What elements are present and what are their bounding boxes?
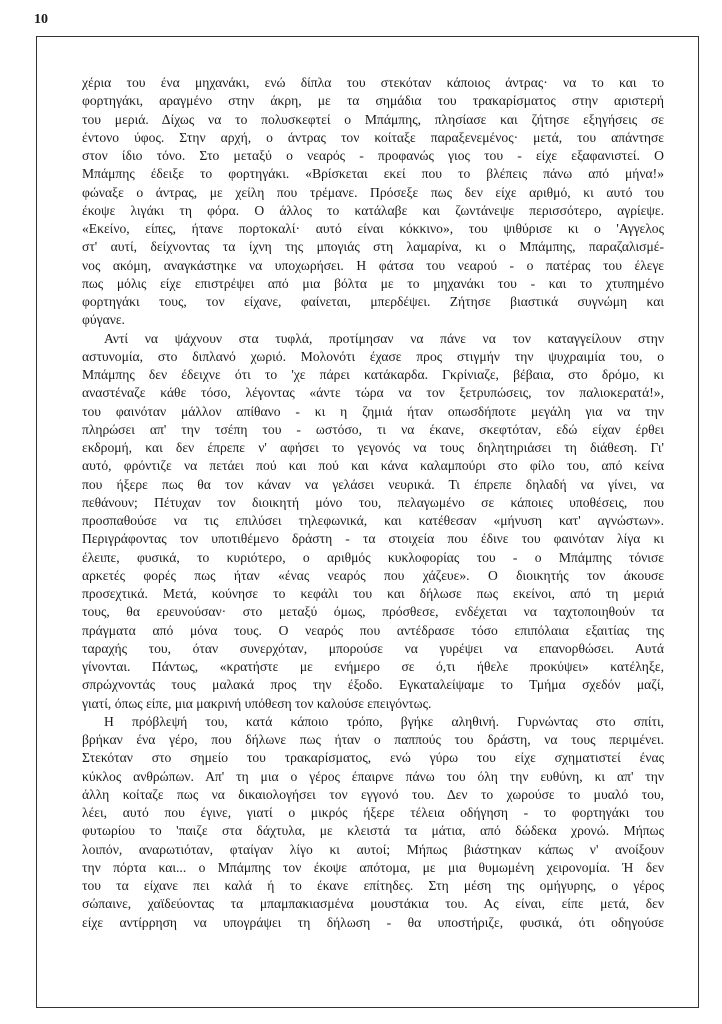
text-line: πεθάνουν; Πέτυχαν τον διοικητή μόνο του, πελαγωμένο σε κάποιες υποθέσεις, που (82, 494, 664, 510)
text-line: φυτωρίου το 'παιζε στα δάχτυλα, με κλειστά τα μάτια, από δώδεκα χρονώ. Μήπως (82, 823, 664, 839)
text-line: έντονο ύφος. Στην αρχή, ο άντρας τον κοίταξε παραξενεμένος· μετά, του απάντησε (82, 129, 664, 145)
paragraph (82, 330, 664, 713)
text-line: εκδρομή, και δεν έπρεπε ν' αφήσει το γεγονός να τους δηλητηριάσει τη διάθεση. Γι' (82, 440, 664, 455)
text-line: πως μόλις είχε επιστρέψει από μια βόλτα με το μηχανάκι του - και το χτυπημένο (82, 275, 664, 291)
paragraph (82, 713, 664, 932)
text-line: φορτηγάκι, αραγμένο στην άκρη, με τα σημάδια του τρακαρίσματος στην αριστερή (82, 93, 664, 109)
text-line: νος ακόμη, αναγκάστηκε να υποχωρήσει. Η φάτσα του νεαρού - ο πατέρας του έλεγε (82, 257, 664, 273)
paragraph (82, 74, 664, 330)
text-line: στον ίδιο τόνο. Στο μεταξύ ο νεαρός - προφανώς γιος του - είχε εξαφανιστεί. Ο (82, 148, 664, 163)
text-line: που ήξερε πως θα τον κάναν να γελάσει νευρικά. Τι έπρεπε δηλαδή να γίνει, να (82, 476, 664, 492)
text-line: έλειπε, φυσικά, το κυριότερο, ο αριθμός κυκλοφορίας του - ο Μπάμπης τόνισε (82, 549, 664, 565)
text-line: αναστέναζε κάθε τόσο, λέγοντας «άντε τώρα να τον ξετρυπώσεις, τον παλιοκερατά!», (82, 385, 664, 401)
text-line: κύκλος ανθρώπων. Απ' τη μια ο γέρος έπαιρνε πάνω του όλη την ευθύνη, κι απ' την (82, 768, 664, 784)
text-line: πληρώσει απ' την τσέπη του - ωστόσο, τι να έκανε, σκεφτόταν, εδώ είχαν έρθει (82, 421, 664, 437)
text-line: σπρώχνοντάς τους μαλακά προς την έξοδο. Εγκαταλείψαμε το Τμήμα σχεδόν μαζί, (82, 677, 664, 693)
text-line: γίνονται. Πάντως, «κρατήστε με ενήμερο σε ό,τι ήθελε προκύψει» κατέληξε, (82, 659, 664, 674)
text-line: βρήκαν ένα γέρο, που δήλωνε πως ήταν ο παππούς του δράστη, να τους περιμένει. (82, 732, 664, 747)
text-line: αρκετές φορές πως ήταν «ένας νεαρός που χάζευε». Ο διοικητής τον άκουσε (82, 567, 664, 583)
text-line: Στεκόταν στο σημείο του τρακαρίσματος, ενώ γύρω του είχε σχηματιστεί ένας (82, 750, 664, 766)
text-line: φορτηγάκι τους, τον είχανε, φαίνεται, μπερδέψει. Ζήτησε βιαστικά συγνώμη και (82, 294, 664, 309)
text-line: στ' αυτί, δείχνοντας τα ίχνη της μπογιάς στη λαμαρίνα, κι ο Μπάμπης, παραζαλισμέ- (82, 239, 664, 255)
text-line: προσεχτικά. Μετά, κούνησε το κεφάλι του και δήλωσε πως εκείνοι, από τη μεριά (82, 586, 664, 601)
text-line: φώναξε ο άντρας, με χείλη που τρέμανε. Πρόσεξε πως δεν είχε αριθμό, κι αυτό του (82, 184, 664, 200)
text-line: προσπαθούσε να τις επιλύσει τηλεφωνικά, και κατέθεσαν «μήνυση κατ' αγνώστων». (82, 513, 664, 528)
text-line: έκοψε λιγάκι τη φόρα. Ο άλλος το κατάλαβε και ζωντάνεψε περισσότερο, αγρίεψε. (82, 202, 664, 218)
text-line: «Εκείνο, είπες, ήτανε πορτοκαλί· αυτό είναι κόκκινο», του ψιθύρισε κι ο 'Αγγελος (82, 221, 664, 236)
text-line: Η πρόβλεψή του, κατά κάποιο τρόπο, βγήκε αληθινή. Γυρνώντας στο σπίτι, (104, 713, 664, 729)
text-line: του φαινόταν μάλλον απίθανο - κι η ζημιά ήταν οπωσδήποτε μεγάλη για να την (82, 403, 664, 419)
text-line: του τα είχανε πει καλά ή το έκανε επίτηδες. Στη μέση της ομήγυρης, ο γέρος (82, 878, 664, 893)
text-line: τους, θα ερευνούσαν· στο μεταξύ όμως, πρόσθεσε, ενδέχεται να ταχτοποιηθούν τα (82, 604, 664, 620)
text-line: Αντί να ψάχνουν στα τυφλά, προτίμησαν να πάνε να τον καταγγείλουν στην (104, 330, 664, 346)
page-number: 10 (34, 12, 48, 27)
text-line: πράγματα από μόνα τους. Ο νεαρός που αντέδρασε τόσο επιπόλαια εξαιτίας της (82, 622, 664, 638)
text-line: λέει, αυτό που έγινε, γιατί ο μικρός ήξερε τέλεια οδήγηση - το φορτηγάκι του (82, 805, 664, 820)
text-line: λοιπόν, αναρωτιόταν, φταίγαν λίγο κι αυτοί; Μήπως βιάστηκαν κάπως ν' ανοίξουν (82, 841, 664, 857)
text-line: αστυνομία, στο διπλανό χωριό. Μολονότι έχασε προς στιγμήν την ψυχραιμία του, ο (82, 348, 664, 364)
text-line: άλλη κοίταζε πως να δικαιολογήσει τον εγγονό του. Δεν το χωρούσε το μυαλό του, (82, 786, 664, 802)
text-line: την πόρτα και... ο Μπάμπης τον έκοψε απότομα, με μια θυμωμένη χειρονομία. Ή δεν (82, 859, 664, 875)
text-line: Περιγράφοντας τον υποτιθέμενο δράστη - τα στοιχεία που έδινε του φαινόταν λίγα κι (82, 531, 664, 547)
text-line: φύγανε. (82, 312, 125, 328)
text-line: Μπάμπης δεν έδειχνε ότι το 'χε πάρει κατάκαρδα. Γκρίνιαζε, βέβαια, στο δρόμο, κι (82, 367, 664, 382)
text-line: ταραχής του, όταν συνερχόταν, μπορούσε να γυρέψει να επανορθώσει. Αυτά (82, 640, 664, 656)
text-line: είχε αντίρρηση να υπογράψει τη δήλωση - θα υποστήριζε, φυσικά, ότι οδηγούσε (82, 914, 664, 930)
text-line: Μπάμπης έδειξε το φορτηγάκι. «Βρίσκεται εκεί που το βλέπεις πάνω από μήνα!» (82, 166, 664, 182)
text-line: του μεριά. Δίχως να το πολυσκεφτεί ο Μπάμπης, πλησίασε και ζήτησε εξηγήσεις σε (82, 111, 664, 127)
text-line: αυτό, φρόντιζε να πετάει πού και πού και κάνα καλαμπούρι στο φίλο του, από κείνα (82, 458, 664, 474)
body-text (82, 74, 664, 932)
text-line: χέρια του ένα μηχανάκι, ενώ δίπλα του στεκόταν κάποιος άντρας· να το και το (82, 75, 664, 90)
text-line: γιατί, όπως είπε, μια μακρινή υπόθεση τον καλούσε επειγόντως. (82, 695, 432, 711)
text-line: σώπαινε, χαϊδεύοντας τα μπαμπακιασμένα μουστάκια του. Ας είναι, είπε μετά, δεν (82, 896, 664, 912)
